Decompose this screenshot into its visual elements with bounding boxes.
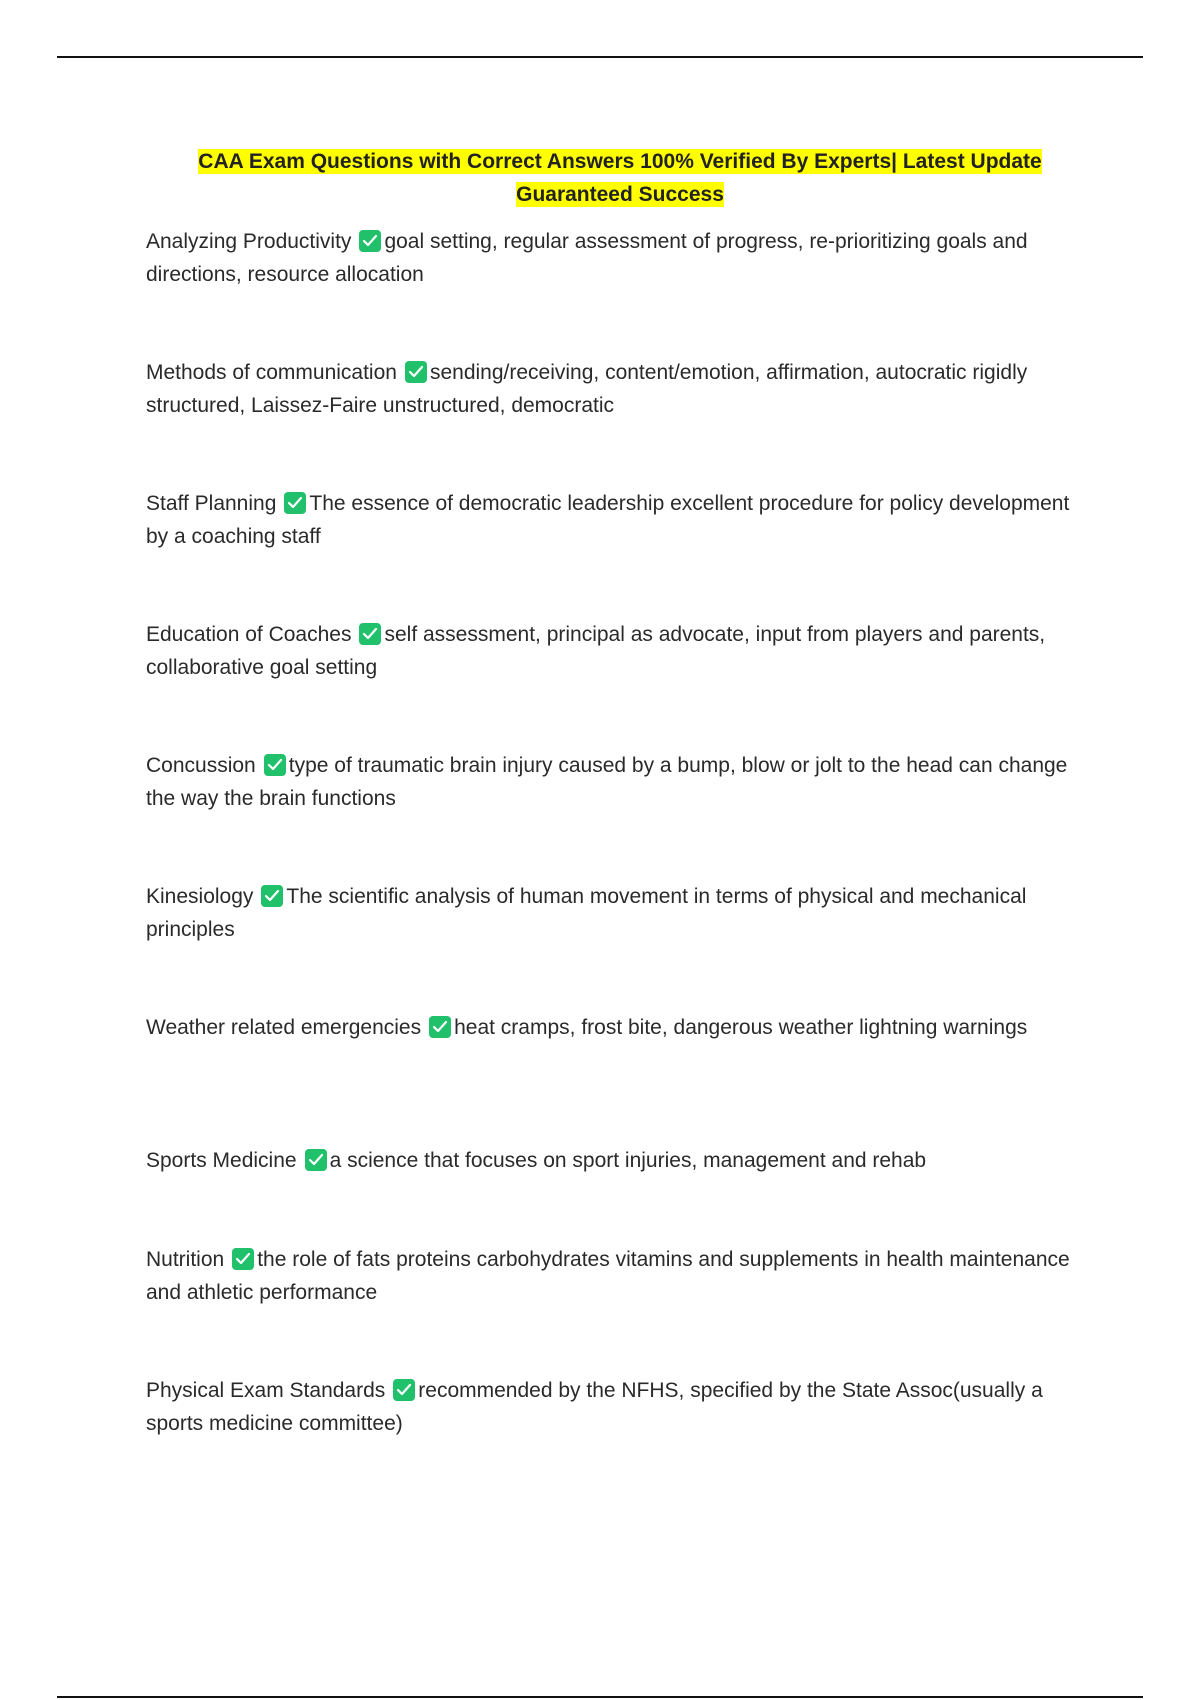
check-mark-icon bbox=[429, 1016, 451, 1038]
title-line-1: CAA Exam Questions with Correct Answers 100% Verified By Experts| Latest Update bbox=[198, 150, 1042, 173]
qa-term: Concussion bbox=[146, 754, 256, 777]
qa-item bbox=[146, 225, 1086, 291]
qa-term: Kinesiology bbox=[146, 885, 254, 908]
check-mark-icon bbox=[393, 1379, 415, 1401]
title-line-2: Guaranteed Success bbox=[516, 183, 724, 206]
qa-item bbox=[146, 618, 1086, 684]
check-mark-icon bbox=[359, 230, 381, 252]
qa-item bbox=[146, 1144, 1086, 1177]
qa-term: Methods of communication bbox=[146, 361, 397, 384]
qa-answer: type of traumatic brain injury caused by a bump, blow or jolt to the head can change the way the brain functions bbox=[146, 754, 1068, 810]
qa-answer: self assessment, principal as advocate, input from players and parents, collaborative goal setting bbox=[146, 623, 1046, 679]
qa-answer: heat cramps, frost bite, dangerous weather lightning warnings bbox=[454, 1016, 1028, 1039]
check-mark-icon bbox=[232, 1248, 254, 1270]
qa-item bbox=[146, 356, 1086, 422]
qa-item bbox=[146, 487, 1086, 553]
check-mark-icon bbox=[261, 885, 283, 907]
check-mark-icon bbox=[405, 361, 427, 383]
qa-term: Analyzing Productivity bbox=[146, 230, 352, 253]
qa-answer: The scientific analysis of human movement in terms of physical and mechanical principles bbox=[146, 885, 1027, 941]
check-mark-icon bbox=[264, 754, 286, 776]
qa-answer: the role of fats proteins carbohydrates vitamins and supplements in health maintenance and athletic performance bbox=[146, 1248, 1070, 1304]
bottom-rule bbox=[57, 1696, 1143, 1698]
qa-answer: The essence of democratic leadership excellent procedure for policy development by a coaching staff bbox=[146, 492, 1070, 548]
qa-answer: goal setting, regular assessment of progress, re-prioritizing goals and directions, resource allocation bbox=[146, 230, 1028, 286]
qa-item bbox=[146, 1243, 1086, 1309]
qa-answer: a science that focuses on sport injuries, management and rehab bbox=[329, 1149, 927, 1172]
qa-item bbox=[146, 749, 1086, 815]
qa-term: Staff Planning bbox=[146, 492, 277, 515]
qa-answer: sending/receiving, content/emotion, affirmation, autocratic rigidly structured, Laissez-Faire unstructured, democratic bbox=[146, 361, 1028, 417]
qa-item bbox=[146, 880, 1086, 946]
qa-answer: recommended by the NFHS, specified by the State Assoc(usually a sports medicine committee) bbox=[146, 1379, 1043, 1435]
top-rule bbox=[57, 56, 1143, 58]
qa-term: Sports Medicine bbox=[146, 1149, 297, 1172]
check-mark-icon bbox=[359, 623, 381, 645]
qa-term: Weather related emergencies bbox=[146, 1016, 422, 1039]
check-mark-icon bbox=[284, 492, 306, 514]
document-title bbox=[140, 145, 1100, 211]
qa-term: Education of Coaches bbox=[146, 623, 352, 646]
qa-item bbox=[146, 1011, 1086, 1044]
qa-item bbox=[146, 1374, 1086, 1440]
check-mark-icon bbox=[305, 1149, 327, 1171]
qa-term: Physical Exam Standards bbox=[146, 1379, 386, 1402]
qa-term: Nutrition bbox=[146, 1248, 225, 1271]
